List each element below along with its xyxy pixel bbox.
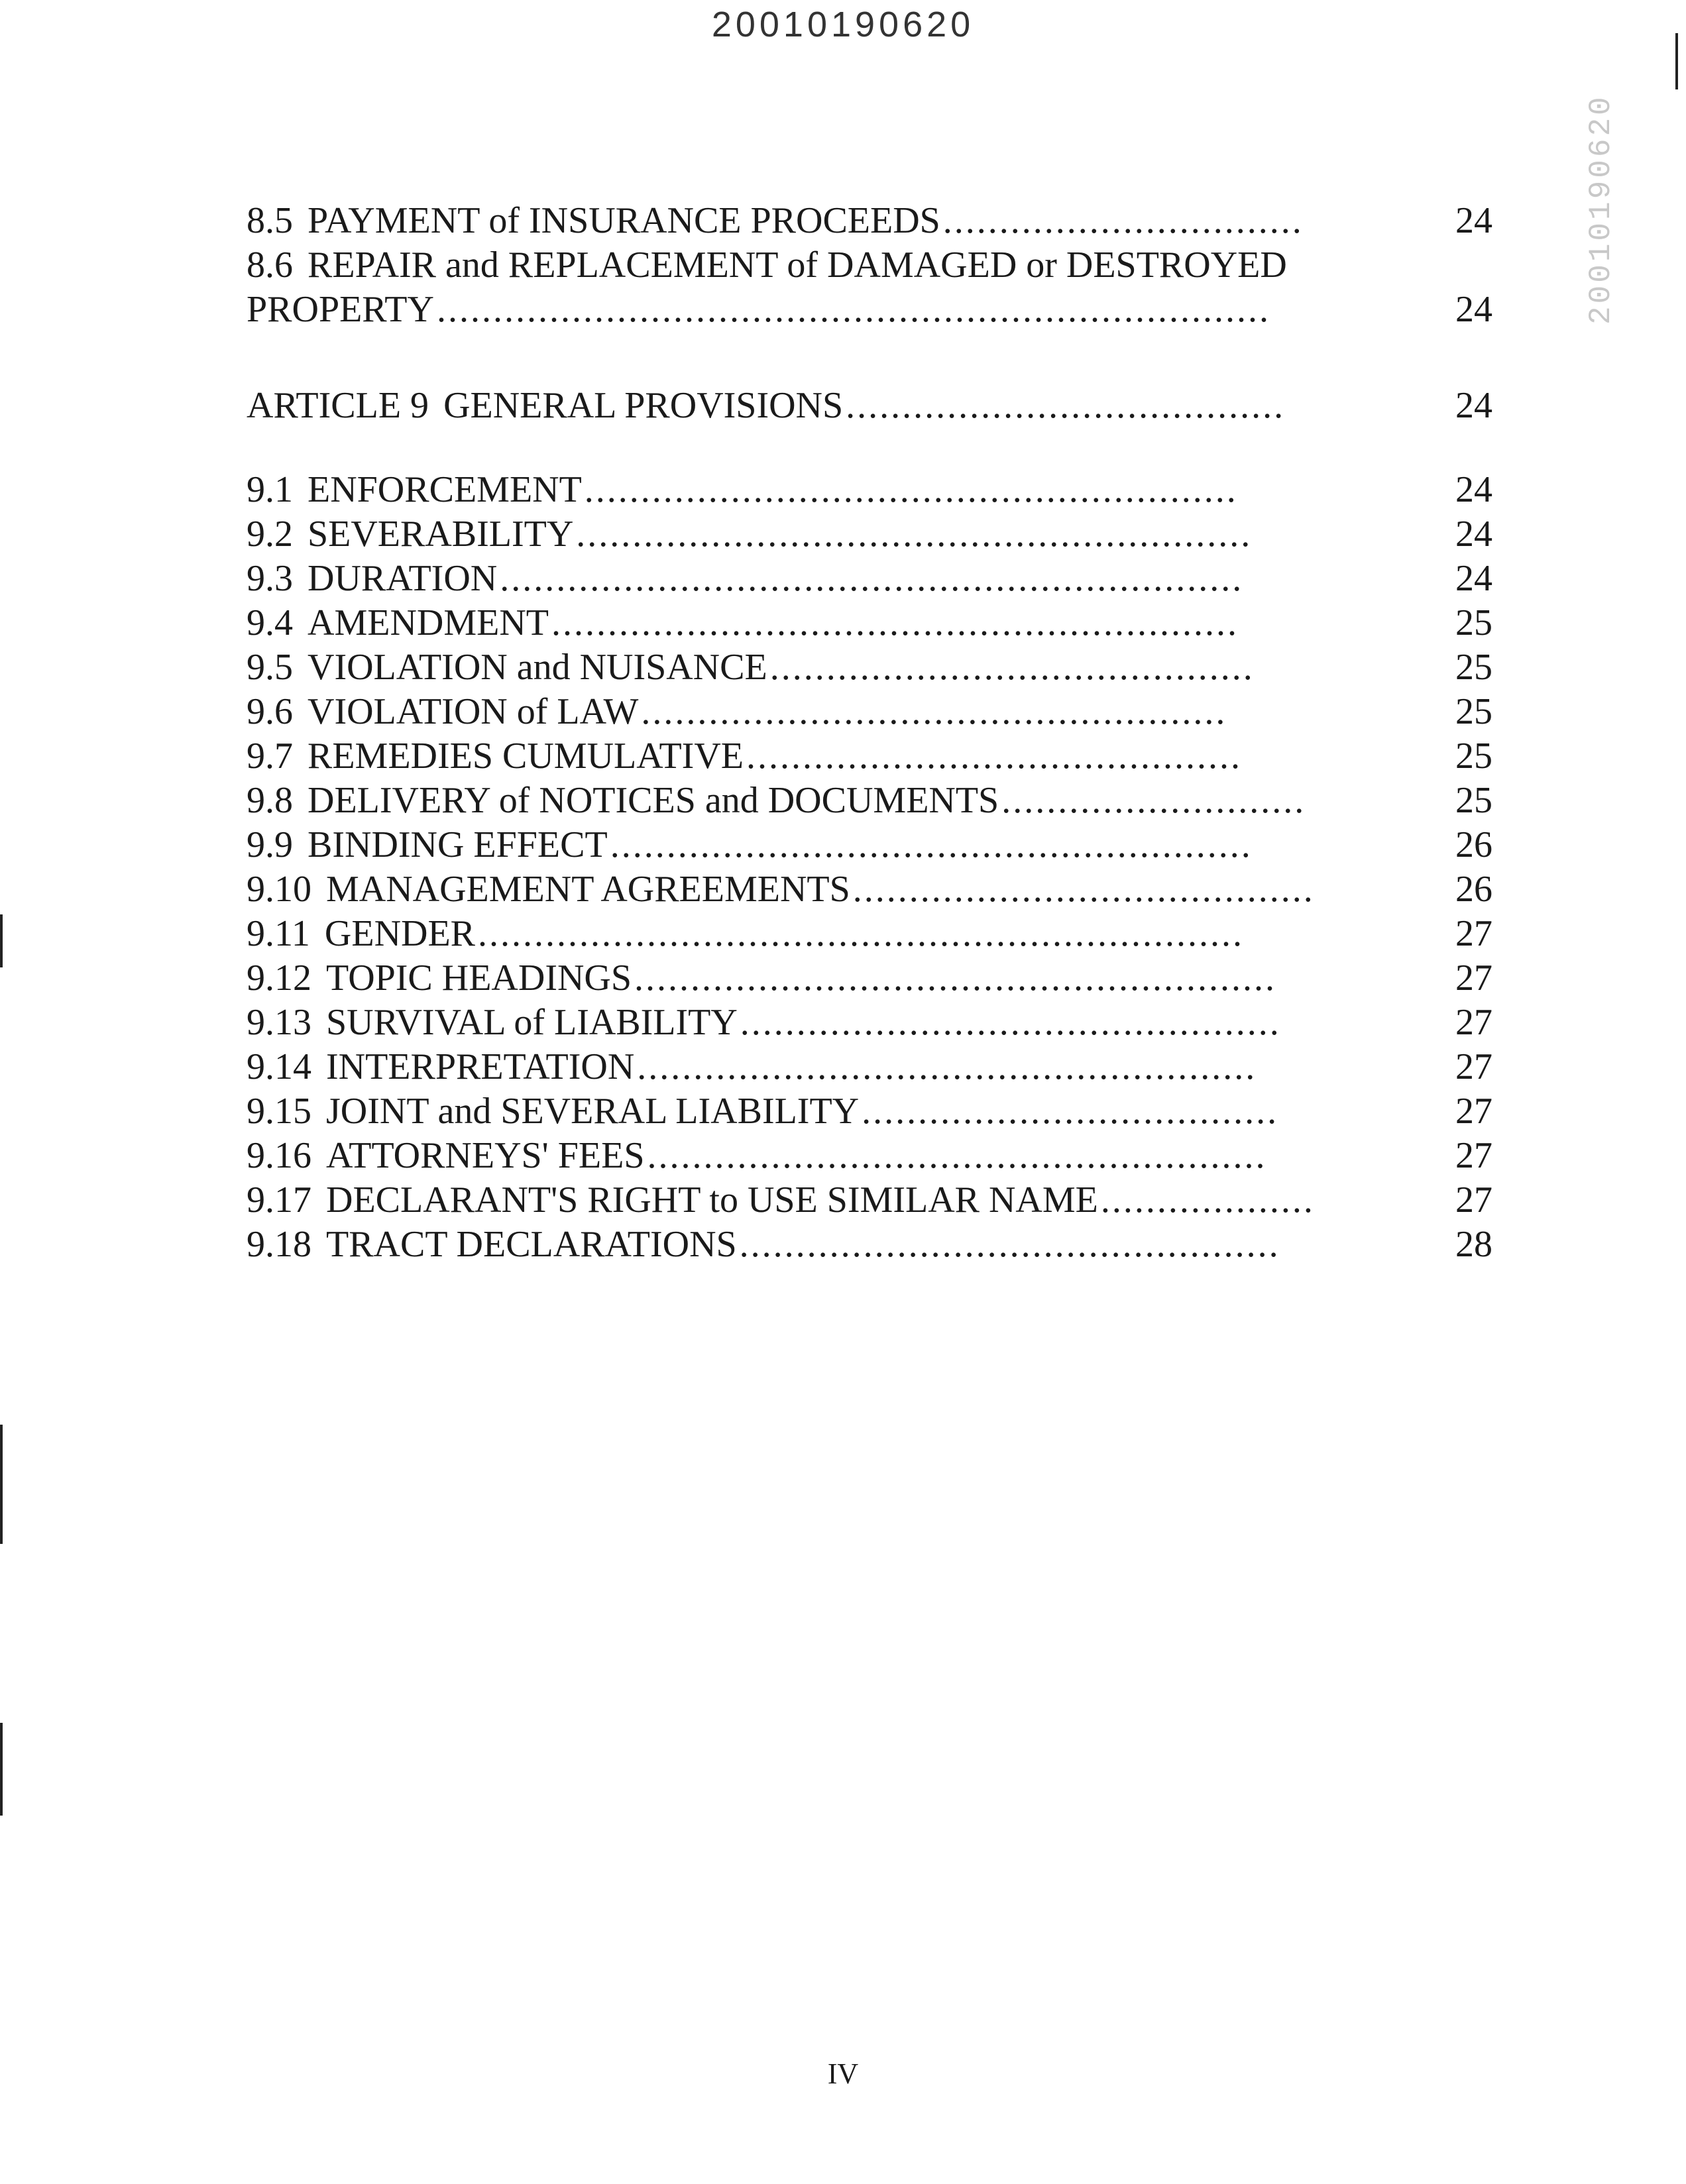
scan-edge-mark-right xyxy=(1675,33,1678,89)
scan-edge-mark-left xyxy=(0,1425,3,1544)
toc-entry-title-continued: PROPERTY xyxy=(247,289,434,330)
toc-entry-title: DELIVERY of NOTICES and DOCUMENTS xyxy=(308,780,999,821)
leader-dots: .................................................... xyxy=(641,691,1227,732)
toc-entry-number: 9.10 xyxy=(247,869,311,910)
toc-entry-page: 27 xyxy=(1455,913,1492,954)
leader-dots: ..................................... xyxy=(862,1091,1279,1132)
leader-dots: ......................................................... xyxy=(634,957,1276,999)
toc-entry-title: INTERPRETATION xyxy=(326,1046,635,1087)
toc-entry-title: REMEDIES CUMULATIVE xyxy=(308,736,744,777)
toc-article-heading xyxy=(247,384,1492,428)
toc-entry-page: 27 xyxy=(1455,957,1492,999)
toc-entry xyxy=(247,1178,1492,1223)
toc-entry-number: 9.8 xyxy=(247,780,293,821)
toc-entry-number: 9.12 xyxy=(247,957,311,999)
leader-dots: ................................ xyxy=(942,200,1304,241)
toc-entry-title: DURATION xyxy=(308,558,498,599)
document-number: 20010190620 xyxy=(711,5,975,44)
toc-entry xyxy=(247,1134,1492,1178)
toc-entry-title: SURVIVAL of LIABILITY xyxy=(326,1002,738,1043)
toc-entry-title: TOPIC HEADINGS xyxy=(326,957,632,999)
toc-entry-title: AMENDMENT xyxy=(308,602,549,643)
leader-dots: .......................................................................... xyxy=(436,289,1270,330)
toc-entry-number: 9.14 xyxy=(247,1046,311,1087)
leader-dots: ....................................................... xyxy=(637,1046,1257,1087)
toc-entry-page: 24 xyxy=(1455,200,1492,241)
toc-entry xyxy=(247,199,1492,243)
toc-entry xyxy=(247,243,1492,288)
toc-entry-number: 9.5 xyxy=(247,647,293,688)
toc-entry-page: 28 xyxy=(1455,1224,1492,1265)
toc-entry xyxy=(247,956,1492,1001)
toc-entry-page: 24 xyxy=(1455,385,1492,426)
article-title: GENERAL PROVISIONS xyxy=(443,385,844,426)
scan-edge-mark-left xyxy=(0,914,3,967)
toc-entry-title: ENFORCEMENT xyxy=(308,469,582,510)
toc-entry xyxy=(247,690,1492,734)
toc-entry xyxy=(247,1001,1492,1045)
toc-entry-number: 9.2 xyxy=(247,514,293,555)
toc-entry-number: 9.11 xyxy=(247,913,310,954)
toc-entry-number: 8.5 xyxy=(247,200,293,241)
toc-entry-page: 27 xyxy=(1455,1179,1492,1221)
margin-stamp: 20010190620 xyxy=(1584,94,1618,325)
toc-entry-number: 9.3 xyxy=(247,558,293,599)
toc-entry xyxy=(247,1089,1492,1134)
spacer xyxy=(247,428,1492,468)
toc-entry-title: SEVERABILITY xyxy=(308,514,574,555)
leader-dots: .................................................................... xyxy=(478,913,1245,954)
toc-entry-number: 9.4 xyxy=(247,602,293,643)
toc-entry-number: 9.6 xyxy=(247,691,293,732)
toc-entry xyxy=(247,468,1492,512)
toc-entry-title: PAYMENT of INSURANCE PROCEEDS xyxy=(308,200,940,241)
toc-entry xyxy=(247,645,1492,690)
toc-entry-number: 9.13 xyxy=(247,1002,311,1043)
toc-entry-page: 25 xyxy=(1455,691,1492,732)
leader-dots: .................................................................. xyxy=(500,558,1244,599)
toc-entry xyxy=(247,867,1492,912)
leader-dots: ....................................... xyxy=(846,385,1286,426)
toc-entry-page: 25 xyxy=(1455,736,1492,777)
toc-entry-title: MANAGEMENT AGREEMENTS xyxy=(326,869,850,910)
leader-dots: ........................... xyxy=(1001,780,1306,821)
toc-entry-page: 24 xyxy=(1455,289,1492,330)
toc-entry xyxy=(247,823,1492,867)
toc-entry-page: 27 xyxy=(1455,1135,1492,1176)
spacer xyxy=(247,337,1492,384)
toc-entry-page: 25 xyxy=(1455,780,1492,821)
toc-entry xyxy=(247,1223,1492,1267)
toc-entry xyxy=(247,601,1492,645)
toc-entry xyxy=(247,557,1492,601)
toc-entry-title: VIOLATION of LAW xyxy=(308,691,639,732)
section-9-list xyxy=(247,468,1492,1267)
leader-dots: ................... xyxy=(1100,1179,1315,1221)
article-label: ARTICLE 9 xyxy=(247,385,429,426)
toc-entry xyxy=(247,734,1492,779)
scan-edge-mark-left xyxy=(0,1723,3,1816)
leader-dots: ....................................................... xyxy=(647,1135,1267,1176)
toc-entry xyxy=(247,912,1492,956)
toc-entry-page: 26 xyxy=(1455,869,1492,910)
toc-entry-page: 27 xyxy=(1455,1046,1492,1087)
toc-entry-title: JOINT and SEVERAL LIABILITY xyxy=(326,1091,860,1132)
toc-entry-title: DECLARANT'S RIGHT to USE SIMILAR NAME xyxy=(326,1179,1098,1221)
leader-dots: ......................................................... xyxy=(610,824,1253,865)
toc-entry-title: GENDER xyxy=(324,913,476,954)
toc-entry-title: VIOLATION and NUISANCE xyxy=(308,647,767,688)
toc-entry-page: 25 xyxy=(1455,647,1492,688)
toc-entry-number: 8.6 xyxy=(247,245,293,286)
toc-entry-number: 9.16 xyxy=(247,1135,311,1176)
leader-dots: ................................................ xyxy=(739,1224,1280,1265)
leader-dots: .......................................................... xyxy=(584,469,1238,510)
toc-entry-page: 26 xyxy=(1455,824,1492,865)
toc-entry xyxy=(247,512,1492,557)
toc-entry-number: 9.9 xyxy=(247,824,293,865)
toc-entry-page: 24 xyxy=(1455,469,1492,510)
toc-entry-title: REPAIR and REPLACEMENT of DAMAGED or DESTROYED xyxy=(308,245,1287,286)
toc-entry xyxy=(247,779,1492,823)
leader-dots: ............................................ xyxy=(746,736,1242,777)
toc-entry-number: 9.15 xyxy=(247,1091,311,1132)
leader-dots: ............................................................ xyxy=(576,514,1253,555)
toc-entry-number: 9.1 xyxy=(247,469,293,510)
leader-dots: ................................................ xyxy=(740,1002,1281,1043)
leader-dots: ......................................... xyxy=(852,869,1315,910)
toc-entry xyxy=(247,1045,1492,1089)
toc-entry-page: 24 xyxy=(1455,558,1492,599)
leader-dots: ........................................... xyxy=(769,647,1255,688)
toc-entry-number: 9.18 xyxy=(247,1224,311,1265)
toc-entry-continuation xyxy=(247,288,1492,337)
toc-entry-page: 25 xyxy=(1455,602,1492,643)
toc-entry-title: TRACT DECLARATIONS xyxy=(326,1224,737,1265)
page-number: IV xyxy=(827,2057,859,2090)
toc-entry-page: 24 xyxy=(1455,514,1492,555)
toc-entry-page: 27 xyxy=(1455,1091,1492,1132)
toc-entry-page: 27 xyxy=(1455,1002,1492,1043)
toc-entry-number: 9.7 xyxy=(247,736,293,777)
table-of-contents xyxy=(247,199,1492,1267)
toc-entry-number: 9.17 xyxy=(247,1179,311,1221)
toc-entry-title: ATTORNEYS' FEES xyxy=(326,1135,645,1176)
toc-entry-title: BINDING EFFECT xyxy=(308,824,608,865)
leader-dots: ............................................................. xyxy=(551,602,1239,643)
